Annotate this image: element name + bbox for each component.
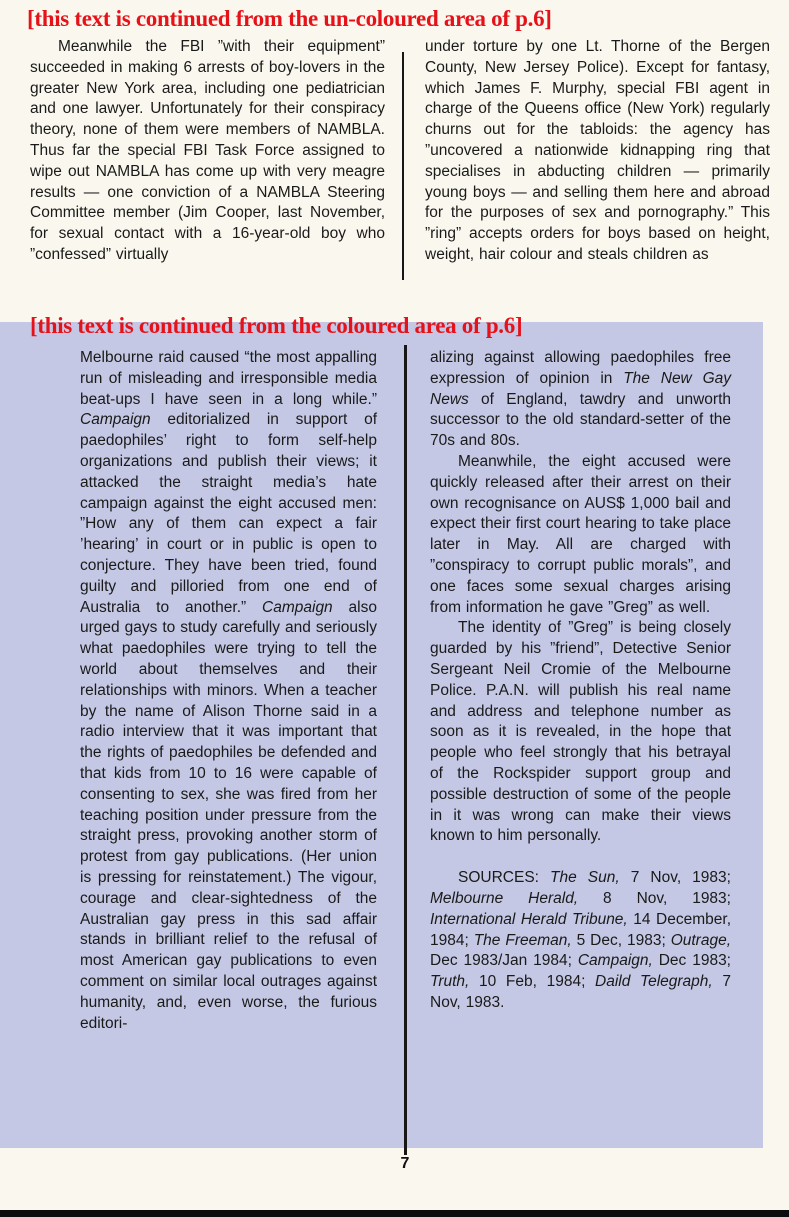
uncoloured-left-column — [30, 37, 385, 266]
paragraph: under torture by one Lt. Thorne of the Bergen County, New Jersey Police). Except for fantasy, which James F. Murphy, special FBI agent in charge of the Queens office (New York) regularly churns out for the tabloids: the agency has ”uncovered a nationwide kidnapping ring that specialises in abducting children — primarily young boys — and selling them here and abroad for the purposes of sex and pornography.” This ”ring” accepts orders for boys based on height, weight, hair colour and steals children as — [425, 38, 770, 263]
coloured-left-column — [80, 348, 377, 1034]
paragraph: SOURCES: The Sun, 7 Nov, 1983; Melbourne Herald, 8 Nov, 1983; International Herald Tribune, 14 December, 1984; The Freeman, 5 Dec, 1983; Outrage, Dec 1983/Jan 1984; Campaign, Dec 1983; Truth, 10 Feb, 1984; Daild Telegraph, 7 Nov, 1983. — [430, 869, 732, 1011]
coloured-right-column — [430, 348, 731, 1014]
continued-from-uncoloured-heading: [this text is continued from the un-coloured area of p.6] — [27, 6, 552, 31]
page-number: 7 — [400, 1155, 410, 1172]
paragraph: Meanwhile, the eight accused were quickly released after their arrest on their own recognisance on AUS$ 1,000 bail and expect their first court hearing to take place later in May. All are charged with ”conspiracy to corrupt public morals”, and one faces some sexual charges arising from information he gave ”Greg” as well. — [430, 452, 731, 616]
paragraph: Meanwhile the FBI ”with their equipment” succeeded in making 6 arrests of boy-lovers in the greater New York area, including one pediatrician and one lawyer. Unfortunately for their conspiracy theory, none of them were members of NAMBLA. Thus far the special FBI Task Force assigned to wipe out NAMBLA has come up with very meagre results — one conviction of a NAMBLA Steering Committee member (Jim Cooper, last November, for sexual contact with a 16-year-old boy who ”confessed” virtually — [30, 38, 385, 263]
uncoloured-right-column — [425, 37, 770, 266]
bottom-edge-bar — [0, 1210, 789, 1217]
uncoloured-column-divider — [402, 52, 404, 280]
paragraph: alizing against allowing paedophiles free expression of opinion in The New Gay News of England, tawdry and unworth successor to the old standard-setter of the 70s and 80s. — [430, 349, 731, 450]
paragraph: The identity of ”Greg” is being closely guarded by his ”friend”, Detective Senior Sergeant Neil Cromie of the Melbourne Police. P.A.N. will publish his real name and address and telephone number as soon as it is revealed, in the hope that people who feel strongly that his betrayal of the Rockspider support group and possible destruction of some of the people in it was wrong can make their views known to him personally. — [430, 619, 731, 845]
coloured-column-divider — [404, 345, 407, 1155]
continued-from-coloured-heading: [this text is continued from the coloured area of p.6] — [30, 313, 523, 338]
paragraph: Melbourne raid caused “the most appalling run of misleading and irresponsible media beat-ups I have seen in a long while.” Campaign editorialized in support of paedophiles’ right to form self-help organizations and publish their views; it attacked the straight media’s hate campaign against the eight accused men: ”How any of them can expect a fair ’hearing’ in court or in public is open to conjecture. They have been tried, found guilty and pilloried from one end of Australia to another.” Campaign also urged gays to study carefully and seriously what paedophiles were trying to tell the world about themselves and their relationships with minors. When a teacher by the name of Alison Thorne said in a radio interview that it was important that the rights of paedophiles be defended and that kids from 10 to 16 were capable of consenting to sex, she was fired from her teaching position under pressure from the straight press, provoking another storm of protest from gay publications. (Her union is pressing for reinstatement.) The vigour, courage and clear-sightedness of the Australian gay press in this sad affair stands in brilliant relief to the refusal of most American gay publications to even comment on similar local outrages against humanity, and, even worse, the furious editori- — [80, 349, 377, 1032]
